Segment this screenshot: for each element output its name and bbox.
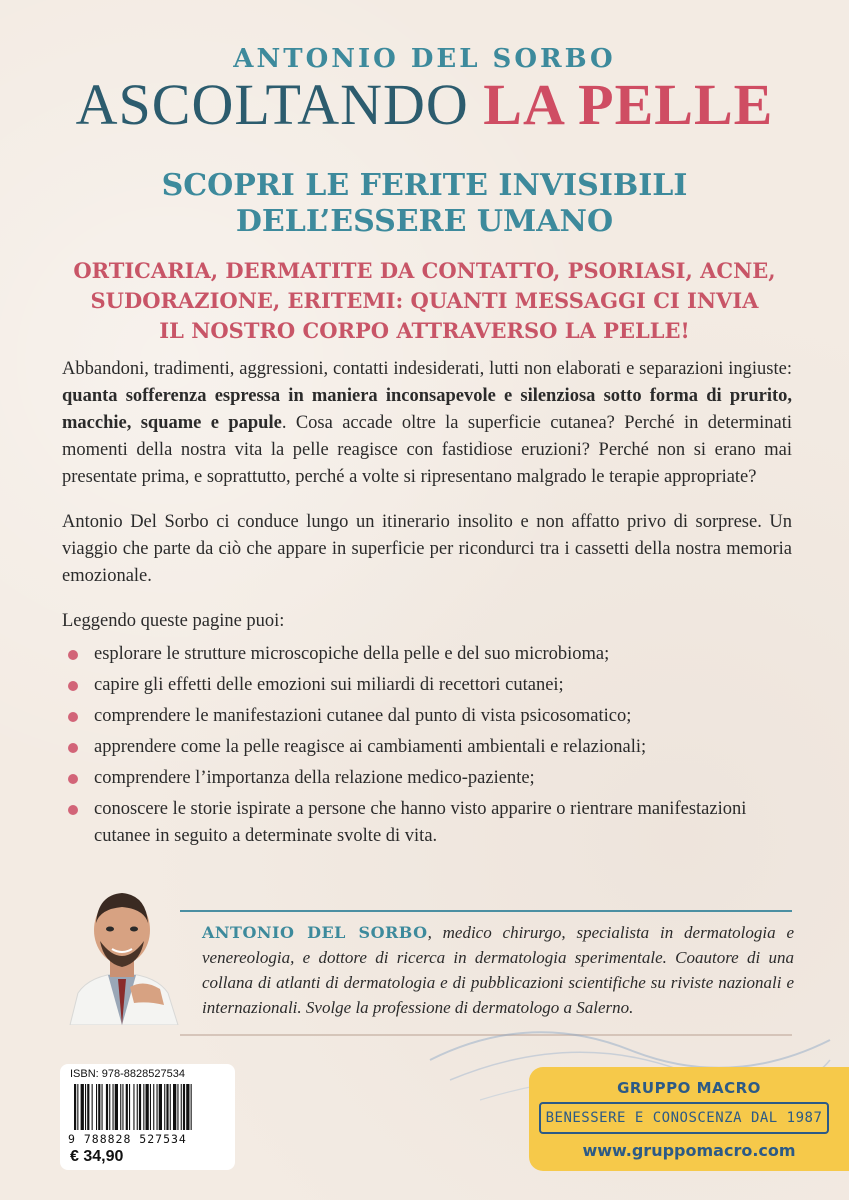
barcode-bar: [106, 1084, 108, 1130]
bullet-dot-icon: [68, 743, 78, 753]
bullet-dot-icon: [68, 774, 78, 784]
barcode-bar: [129, 1084, 130, 1130]
list-item-text: comprendere l’importanza della relazione medico-paziente;: [94, 768, 535, 788]
list-item-text: conoscere le storie ispirate a persone che hanno visto apparire o rientrare manifestazioni cutanee in seguito a determinate svolte di vita.: [94, 799, 747, 846]
barcode-bar: [173, 1084, 176, 1130]
barcode-bar: [81, 1084, 84, 1130]
barcode-bar: [146, 1084, 149, 1130]
price-label: € 34,90: [70, 1148, 124, 1165]
publisher-badge: [529, 1067, 849, 1171]
headline: [0, 168, 849, 240]
barcode-bar: [133, 1084, 134, 1130]
barcode-bar: [139, 1084, 141, 1130]
barcode-bar: [120, 1084, 121, 1130]
list-item: [62, 703, 792, 730]
list-item: [62, 796, 792, 850]
isbn-label: ISBN: 978-8828527534: [70, 1068, 185, 1080]
barcode-bar: [109, 1084, 110, 1130]
paragraph-1-end: . Cosa accade oltre la superficie cutanea? Perché in determinati momenti della nostra vita la pelle reagisce con fastidiose eruzioni? Perché non si erano mai presentate prima, e soprattutto, perché a volte si ripresentano malgrado le terapie appropriate?: [62, 413, 792, 487]
barcode-bar: [157, 1084, 158, 1130]
bullet-dot-icon: [68, 650, 78, 660]
barcode-bar: [74, 1084, 76, 1130]
subheadline: [0, 256, 849, 346]
barcode-bar: [113, 1084, 114, 1130]
barcode-digits: 9 788828 527534: [68, 1132, 187, 1146]
barcode-bar: [166, 1084, 168, 1130]
list-item-text: apprendere come la pelle reagisce ai cambiamenti ambientali e relazionali;: [94, 737, 647, 757]
barcode-bar: [181, 1084, 182, 1130]
barcode-bar: [153, 1084, 154, 1130]
barcode-bar: [126, 1084, 128, 1130]
bullet-dot-icon: [68, 805, 78, 815]
paragraph-2: Antonio Del Sorbo ci conduce lungo un itinerario insolito e non affatto privo di sorprese. Un viaggio che parte da ciò che appare in superficie per ricondurci tra i cassetti della nostra memoria emozionale.: [62, 512, 792, 586]
list-item-text: capire gli effetti delle emozioni sui miliardi di recettori cutanei;: [94, 675, 564, 695]
bullet-dot-icon: [68, 681, 78, 691]
barcode-bar: [159, 1084, 162, 1130]
barcode-bar: [122, 1084, 123, 1130]
barcode-bar: [96, 1084, 97, 1130]
subheadline-line1: ORTICARIA, DERMATITE DA CONTATTO, PSORIASI, ACNE,: [73, 258, 776, 283]
author-portrait-illustration: [60, 875, 185, 1025]
barcode-bar: [98, 1084, 100, 1130]
publisher-url: www.gruppomacro.com: [582, 1141, 796, 1160]
list-item-text: comprendere le manifestazioni cutanee dal punto di vista psicosomatico;: [94, 706, 632, 726]
barcode-bar: [115, 1084, 118, 1130]
barcode-bar: [102, 1084, 103, 1130]
barcode-bar: [87, 1084, 89, 1130]
publisher-tagline: BENESSERE E CONOSCENZA DAL 1987: [539, 1102, 829, 1134]
paragraph-1-bold: quanta sofferenza espressa in maniera inconsapevole e silenziosa sotto forma di prurito, macchie, squame e papule: [62, 386, 792, 433]
barcode-bar: [186, 1084, 189, 1130]
bio-divider-top: [180, 910, 792, 912]
book-title: [0, 72, 849, 138]
barcode-bar: [137, 1084, 138, 1130]
book-title-part2: LA PELLE: [483, 72, 774, 137]
barcode-bar: [177, 1084, 178, 1130]
body-text: [62, 356, 792, 854]
list-item-text: esplorare le strutture microscopiche della pelle e del suo microbioma;: [94, 644, 610, 664]
book-title-part1: ASCOLTANDO: [75, 72, 469, 137]
list-item: [62, 641, 792, 668]
bio-author-name: ANTONIO DEL SORBO: [202, 923, 428, 942]
bullet-dot-icon: [68, 712, 78, 722]
subheadline-line2: SUDORAZIONE, ERITEMI: QUANTI MESSAGGI CI INVIA: [90, 288, 759, 313]
publisher-name: GRUPPO MACRO: [617, 1079, 761, 1097]
paragraph-1-start: Abbandoni, tradimenti, aggressioni, contatti indesiderati, lutti non elaborati e separazioni ingiuste:: [62, 359, 792, 379]
barcode-bar: [164, 1084, 165, 1130]
barcode-bar: [170, 1084, 171, 1130]
barcode-bar: [183, 1084, 185, 1130]
barcode-bar: [150, 1084, 151, 1130]
author-portrait: [60, 875, 185, 1025]
barcode-bar: [191, 1084, 192, 1130]
barcode-bar: [85, 1084, 86, 1130]
subheadline-line3: IL NOSTRO CORPO ATTRAVERSO LA PELLE!: [159, 318, 690, 343]
list-intro: Leggendo queste pagine puoi:: [62, 611, 285, 631]
paragraph-1: [62, 356, 792, 491]
barcode-bar: [92, 1084, 93, 1130]
list-item: [62, 672, 792, 699]
bio-description: , medico chirurgo, specialista in dermatologia e venereologia, e dottore di ricerca in dermatologia sperimentale. Coautore di una collana di atlanti di dermatologia e di pubblicazioni scientifiche su riviste nazionali e internazionali. Svolge la professione di dermatologo a Salerno.: [202, 923, 794, 1017]
barcode-bar: [143, 1084, 144, 1130]
headline-line1: SCOPRI LE FERITE INVISIBILI: [161, 168, 688, 203]
barcode-panel: [60, 1064, 235, 1170]
barcode-bar: [77, 1084, 78, 1130]
headline-line2: DELL’ESSERE UMANO: [235, 204, 614, 239]
bullet-list: [62, 641, 792, 850]
list-item: [62, 734, 792, 761]
author-name-top: ANTONIO DEL SORBO: [233, 44, 616, 74]
list-item: [62, 765, 792, 792]
